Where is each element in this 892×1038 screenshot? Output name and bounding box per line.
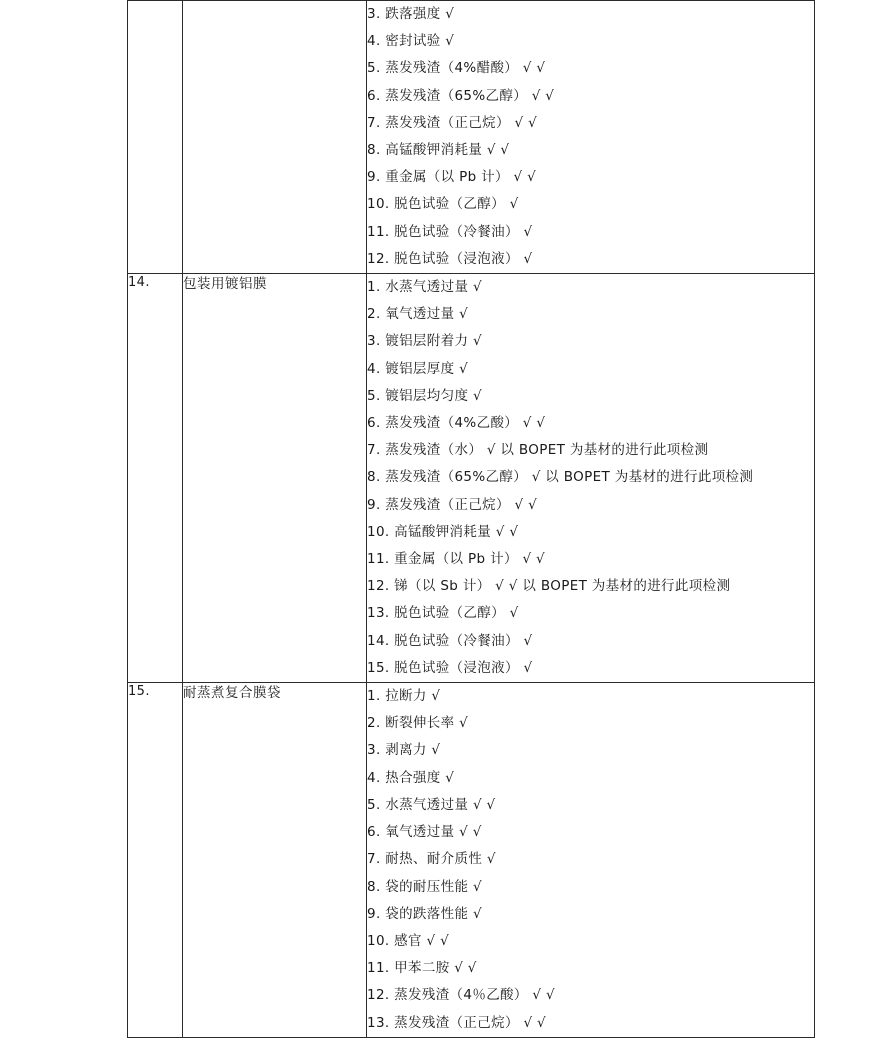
inspection-item-list [367, 274, 814, 682]
inspection-item: 3. 跌落强度 √ [367, 6, 455, 22]
row-number-cell: 15. [128, 683, 183, 1038]
inspection-items-table [127, 0, 815, 1038]
row-number-cell [128, 1, 183, 274]
inspection-item: 8. 蒸发残渣（65%乙醇） √ 以 BOPET 为基材的进行此项检测 [367, 469, 754, 486]
inspection-item-list [367, 1, 814, 273]
inspection-item: 4. 热合强度 √ [367, 769, 455, 786]
product-name-cell: 包装用镀铝膜 [183, 274, 367, 683]
inspection-item: 5. 镀铝层均匀度 √ [367, 387, 482, 404]
inspection-item: 6. 蒸发残渣（65%乙醇） √ √ [367, 87, 555, 104]
inspection-item: 2. 断裂伸长率 √ [367, 715, 469, 732]
inspection-item: 15. 脱色试验（浸泡液） √ [367, 659, 533, 676]
table-row [128, 683, 815, 1038]
inspection-item: 1. 水蒸气透过量 √ [367, 279, 482, 296]
inspection-item: 9. 蒸发残渣（正己烷） √ √ [367, 496, 538, 513]
inspection-item: 9. 重金属（以 Pb 计） √ √ [367, 169, 537, 186]
inspection-item: 1. 拉断力 √ [367, 688, 441, 705]
product-name-cell: 耐蒸煮复合膜袋 [183, 683, 367, 1038]
inspection-item: 2. 氧气透过量 √ [367, 306, 469, 323]
inspection-item: 8. 袋的耐压性能 √ [367, 878, 482, 895]
inspection-item: 6. 蒸发残渣（4%乙酸） √ √ [367, 415, 546, 432]
inspection-item: 12. 锑（以 Sb 计） √ √ 以 BOPET 为基材的进行此项检测 [367, 578, 731, 595]
inspection-item: 12. 蒸发残渣（4％乙酸） √ √ [367, 987, 555, 1004]
inspection-item: 8. 高锰酸钾消耗量 √ √ [367, 142, 510, 159]
inspection-item: 7. 耐热、耐介质性 √ [367, 851, 496, 868]
inspection-items-cell [367, 683, 815, 1038]
inspection-item: 9. 袋的跌落性能 √ [367, 905, 482, 922]
inspection-item: 10. 高锰酸钾消耗量 √ √ [367, 523, 519, 540]
inspection-item: 4. 密封试验 √ [367, 33, 455, 50]
inspection-item: 10. 脱色试验（乙醇） √ [367, 196, 519, 213]
inspection-item: 5. 蒸发残渣（4%醋酸） √ √ [367, 60, 546, 77]
table-body [128, 1, 815, 1038]
table-row [128, 274, 815, 683]
product-name-cell [183, 1, 367, 274]
table-row [128, 1, 815, 274]
inspection-item: 13. 脱色试验（乙醇） √ [367, 605, 519, 622]
inspection-items-cell [367, 274, 815, 683]
inspection-item: 4. 镀铝层厚度 √ [367, 360, 469, 377]
inspection-item: 5. 水蒸气透过量 √ √ [367, 796, 496, 813]
inspection-item: 7. 蒸发残渣（正己烷） √ √ [367, 114, 538, 131]
inspection-item: 11. 重金属（以 Pb 计） √ √ [367, 551, 545, 568]
inspection-item: 11. 脱色试验（冷餐油） √ [367, 223, 533, 240]
inspection-item: 13. 蒸发残渣（正己烷） √ √ [367, 1014, 546, 1031]
inspection-item: 14. 脱色试验（冷餐油） √ [367, 632, 533, 649]
inspection-item: 6. 氧气透过量 √ √ [367, 824, 482, 841]
inspection-item-list [367, 683, 814, 1037]
table-clip-region [127, 0, 814, 1031]
inspection-item: 3. 剥离力 √ [367, 742, 441, 759]
row-number-cell: 14. [128, 274, 183, 683]
inspection-item: 3. 镀铝层附着力 √ [367, 333, 482, 350]
inspection-items-cell [367, 1, 815, 274]
inspection-item: 12. 脱色试验（浸泡液） √ [367, 250, 533, 267]
inspection-item: 10. 感官 √ √ [367, 932, 450, 949]
inspection-item: 11. 甲苯二胺 √ √ [367, 960, 477, 977]
inspection-item: 7. 蒸发残渣（水） √ 以 BOPET 为基材的进行此项检测 [367, 442, 709, 459]
